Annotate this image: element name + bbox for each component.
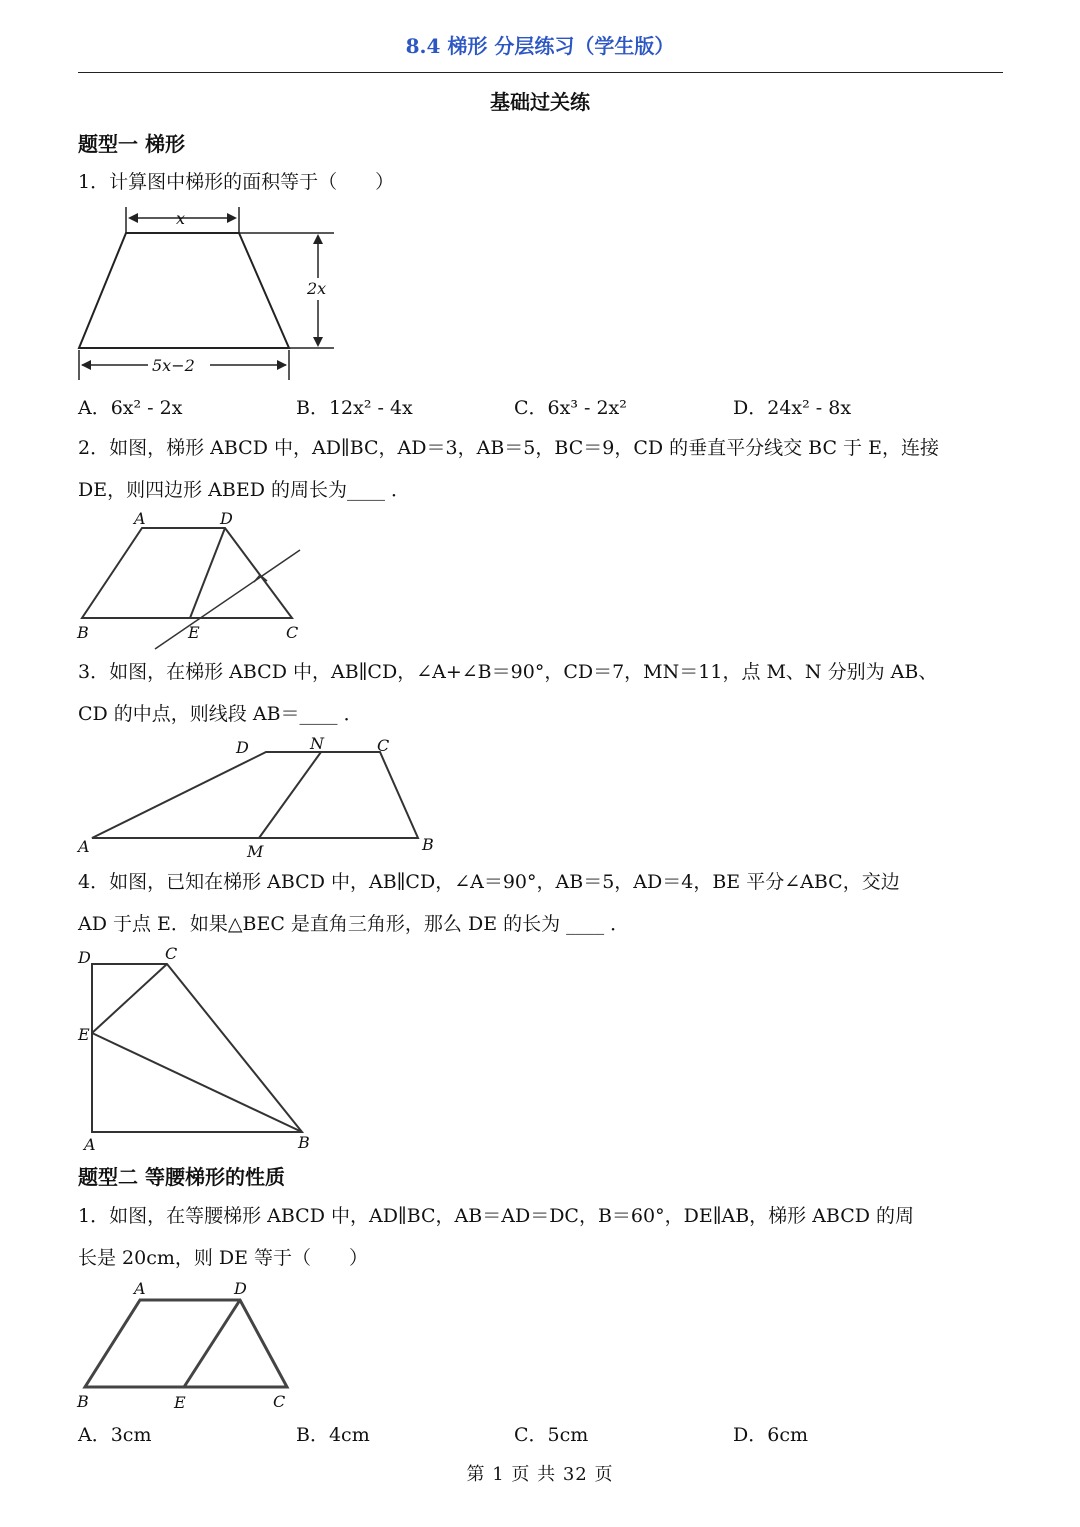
header-rule (78, 72, 1003, 73)
page-number: 第 1 页 共 32 页 (466, 1464, 614, 1485)
q4-label-e: E (78, 1025, 90, 1044)
q2-label-e: E (188, 623, 200, 642)
q2-label-b: B (77, 623, 89, 642)
t2-q1-label-e: E (174, 1393, 186, 1412)
q2-text-line1: 2．如图，梯形 ABCD 中，AD∥BC，AD＝3，AB＝5，BC＝9，CD 的垂直平分线交 BC 于 E，连接 (78, 437, 939, 459)
t2-q1-option-b[interactable]: B．4cm (296, 1424, 370, 1446)
q2-label-c: C (286, 623, 299, 642)
q3-label-n: N (310, 734, 324, 753)
t2-q1-label-b: B (77, 1392, 89, 1411)
q3-text-line2: CD 的中点，则线段 AB＝____ ． (78, 703, 363, 725)
q1-option-c[interactable]: C．6x³ - 2x² (514, 397, 627, 419)
t2-q1-text-line1: 1．如图，在等腰梯形 ABCD 中，AD∥BC，AB＝AD＝DC，B＝60°，DE∥AB，梯形 ABCD 的周 (78, 1205, 915, 1227)
t2-q1-trapezoid-figure (72, 1275, 302, 1415)
q1-option-a[interactable]: A．6x² - 2x (78, 397, 183, 419)
q1-trapezoid-figure (72, 200, 352, 385)
q1-label-top: x (176, 209, 186, 228)
q2-text-line2: DE，则四边形 ABED 的周长为____ ． (78, 479, 411, 501)
type1-heading: 题型一 梯形 (78, 132, 185, 156)
q4-label-d: D (78, 948, 91, 967)
q3-text-line1: 3．如图，在梯形 ABCD 中，AB∥CD，∠A+∠B＝90°，CD＝7，MN＝11，点 M、N 分别为 AB、 (78, 661, 938, 683)
q4-label-a: A (84, 1135, 96, 1154)
q3-label-a: A (78, 837, 90, 856)
t2-q1-text-line2: 长是 20cm，则 DE 等于（ ） (78, 1247, 369, 1269)
q3-label-c: C (377, 736, 390, 755)
t2-q1-label-a: A (134, 1279, 146, 1298)
section-title: 基础过关练 (490, 90, 590, 114)
q1-text: 1．计算图中梯形的面积等于（ ） (78, 171, 395, 193)
t2-q1-option-c[interactable]: C．5cm (514, 1424, 589, 1446)
q3-label-d: D (236, 738, 249, 757)
q1-label-height: 2x (307, 279, 327, 298)
q1-option-d[interactable]: D．24x² - 8x (733, 397, 852, 419)
t2-q1-label-d: D (234, 1279, 247, 1298)
q4-trapezoid-figure (72, 940, 322, 1155)
t2-q1-option-a[interactable]: A．3cm (78, 1424, 152, 1446)
q2-trapezoid-figure (72, 505, 312, 650)
q4-label-b: B (298, 1133, 310, 1152)
q3-trapezoid-figure (72, 732, 442, 862)
t2-q1-option-d[interactable]: D．6cm (733, 1424, 808, 1446)
q2-label-a: A (134, 509, 146, 528)
q4-label-c: C (165, 944, 178, 963)
document-title: 8.4 梯形 分层练习（学生版） (405, 34, 675, 58)
q4-text-line2: AD 于点 E．如果△BEC 是直角三角形，那么 DE 的长为 ____ ． (78, 913, 630, 935)
q3-label-m: M (247, 842, 264, 861)
type2-heading: 题型二 等腰梯形的性质 (78, 1165, 285, 1189)
q3-label-b: B (422, 835, 434, 854)
t2-q1-label-c: C (273, 1392, 286, 1411)
q2-label-d: D (220, 509, 233, 528)
q4-text-line1: 4．如图，已知在梯形 ABCD 中，AB∥CD，∠A＝90°，AB＝5，AD＝4，BE 平分∠ABC，交边 (78, 871, 900, 893)
q1-label-bottom: 5x−2 (152, 356, 195, 375)
q1-option-b[interactable]: B．12x² - 4x (296, 397, 413, 419)
